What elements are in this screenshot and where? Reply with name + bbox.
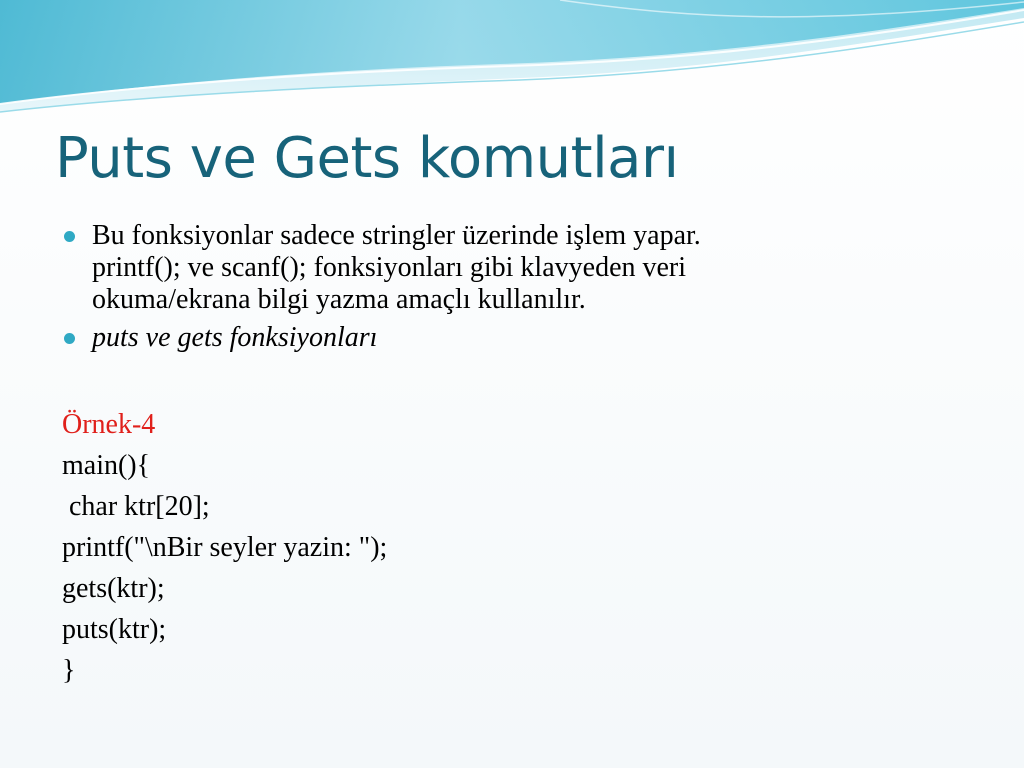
bullet-line: puts ve gets fonksiyonları	[92, 322, 378, 353]
bullet-dot-icon	[64, 231, 75, 242]
code-line: puts(ktr);	[62, 614, 167, 645]
bullet-dot-icon	[64, 333, 75, 344]
bullet-item	[62, 322, 962, 354]
code-line: printf("\nBir seyler yazin: ");	[62, 532, 388, 563]
example-label: Örnek-4	[62, 409, 156, 440]
header-wave-decoration	[0, 0, 1024, 120]
code-line: char ktr[20];	[62, 491, 210, 522]
code-example	[62, 404, 387, 691]
bullet-list	[62, 220, 962, 360]
bullet-line: printf(); ve scanf(); fonksiyonları gibi klavyeden veri	[92, 252, 687, 283]
code-line: }	[62, 655, 76, 686]
code-line: gets(ktr);	[62, 573, 165, 604]
bullet-line: Bu fonksiyonlar sadece stringler üzerinde işlem yapar.	[92, 220, 701, 251]
bullet-line: okuma/ekrana bilgi yazma amaçlı kullanılır.	[92, 284, 586, 315]
bullet-item	[62, 220, 962, 316]
code-line: main(){	[62, 450, 151, 481]
slide-title: Puts ve Gets komutları	[55, 126, 679, 191]
